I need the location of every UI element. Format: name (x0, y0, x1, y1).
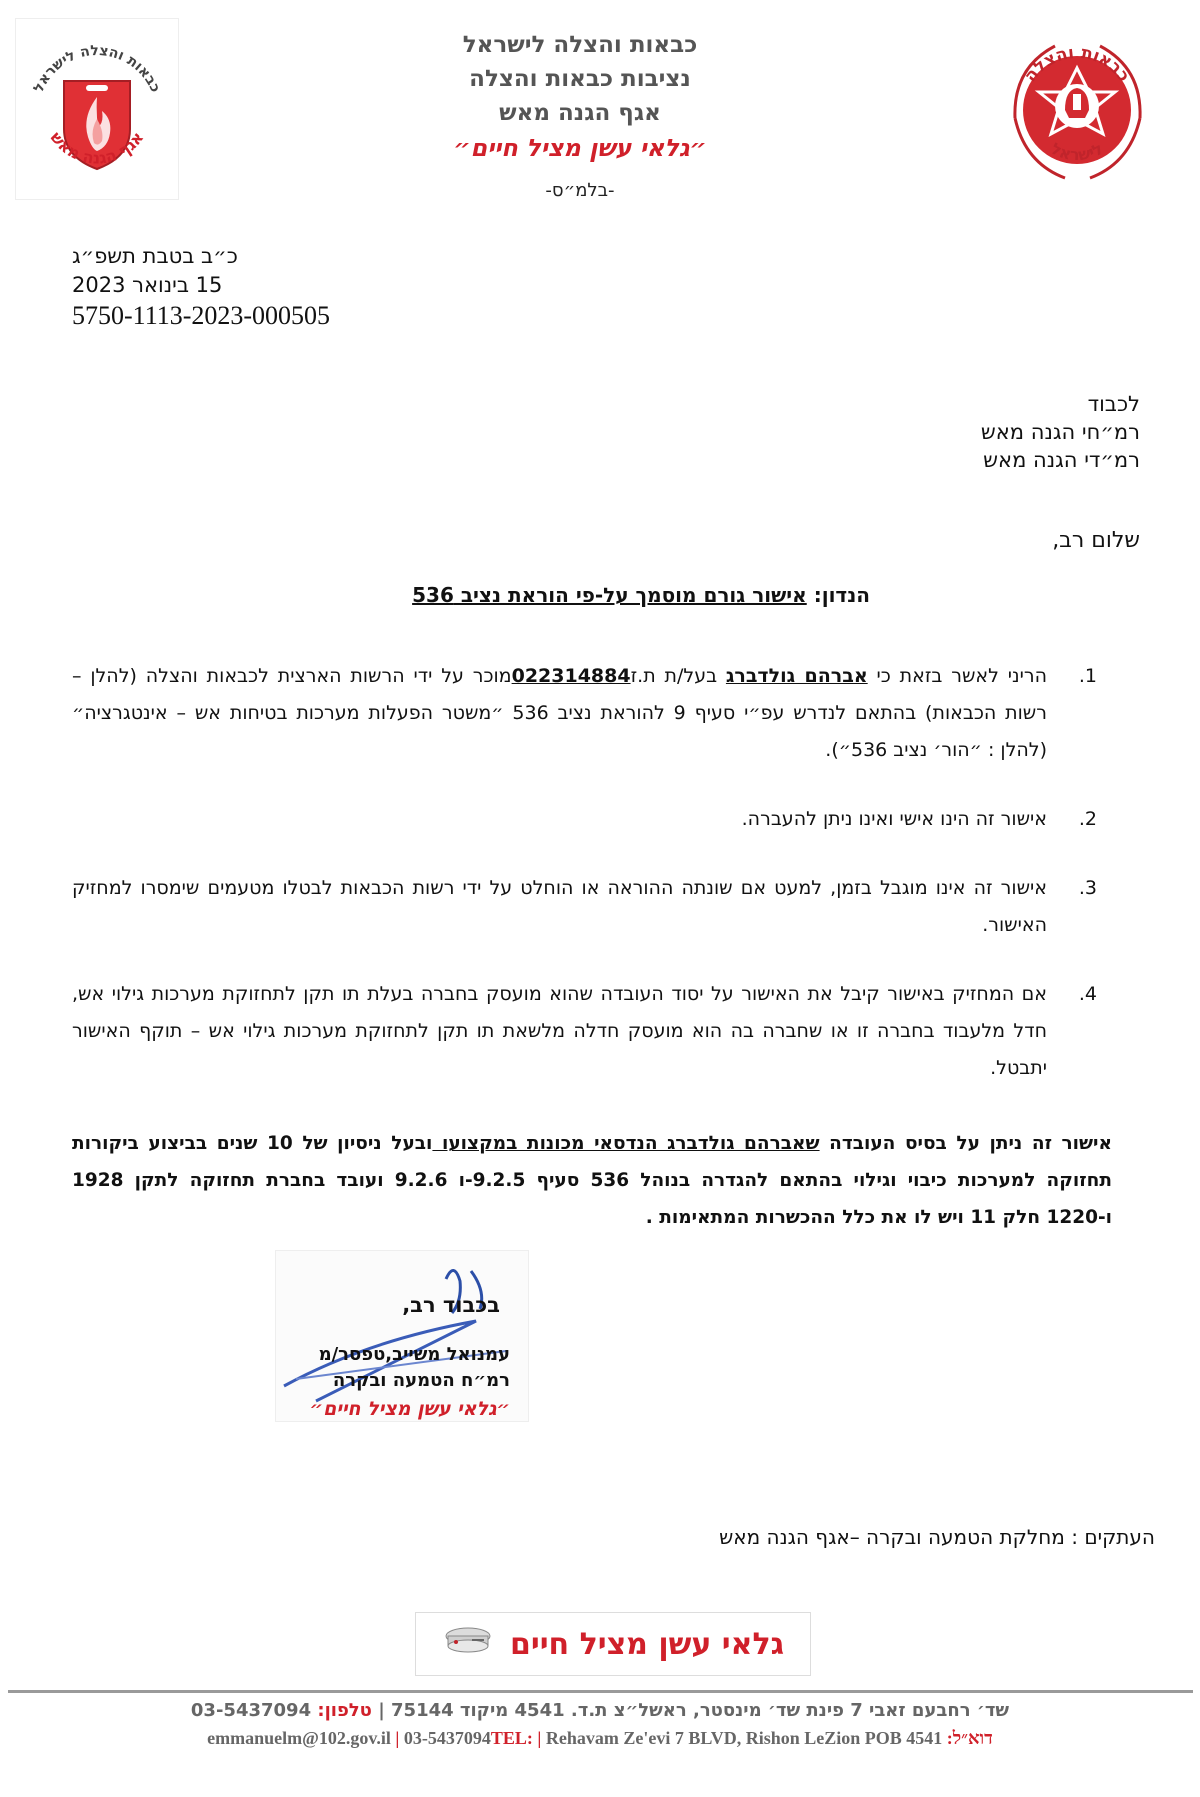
copies-line (600, 1525, 1155, 1549)
footer-address-english: דוא״ל: emmanuelm@102.gov.il | 03-5437094TEL: | Rehavam Ze'evi 7 BLVD, Rishon LeZion POB 4541 (207, 1728, 993, 1748)
footer-banner (415, 1612, 811, 1676)
gregorian-date: 15 בינואר 2023 (72, 273, 223, 297)
item-number: 3. (1078, 877, 1097, 899)
logo-left-bottom-text: אגף הגנה מאש (46, 127, 148, 168)
closing: בכבוד רב, (402, 1293, 500, 1317)
tel-number: 03-5437094 (403, 1728, 491, 1748)
org-line-2: נציבות כבאות והצלה (469, 66, 691, 92)
signature-slogan: ״גלאי עשן מציל חיים״ (309, 1398, 510, 1420)
subject-prefix: הנדון: (813, 583, 870, 607)
fire-protection-logo (15, 18, 179, 200)
basis-paragraph: אישור זה ניתן על בסיס העובדה שאברהם גולדברג הנדסאי מכונות במקצועו ובעל ניסיון של 10 שנים בביצוע ביקורות תחזוקה למערכות כיבוי וגילוי בהתאם להגדרה בנוהל 536 סעיף 9.2.5-ו 9.2.6 ועובד בחברת תחזוקה לתקן 1928 ו-1220 חלק 11 ויש לו את כלל ההכשרות המתאימות . (72, 1133, 1112, 1228)
reference-number: 5750-1113-2023-000505 (72, 301, 331, 330)
english-address: Rehavam Ze'evi 7 BLVD, Rishon LeZion POB 4541 (545, 1728, 943, 1748)
email-label: דוא״ל: (946, 1728, 993, 1748)
item-text: אם המחזיק באישור קיבל את האישור על יסוד העובדה שהוא מועסק בחברה בעלת תו תקן לתחזוקת מערכות גילוי אש, חדל מלעבוד בחברה זו או שחברה בה הוא מועסק חדלה מלשאת תו תקן לתחזוקת מערכות גילוי אש – תוקף האישור יתבטל. (72, 983, 1047, 1079)
list-item (72, 976, 1097, 1087)
smoke-detector-icon (442, 1622, 494, 1667)
copies-text: : מחלקת הטמעה ובקרה –אגף הגנה מאש (719, 1525, 1078, 1549)
recipients (700, 390, 1140, 474)
date-block (72, 242, 412, 332)
email-address: emmanuelm@102.gov.il (207, 1728, 391, 1748)
item-number: 2. (1078, 808, 1097, 830)
signer-role: רמ״ח הטמעה ובקרה (332, 1370, 510, 1391)
item-number: 4. (1078, 983, 1097, 1005)
signature-block (260, 1290, 510, 1424)
salutation: לכבוד (1087, 392, 1140, 416)
footer-address-hebrew: שד׳ רחבעם זאבי 7 פינת שד׳ מינסטר, ראשל״צ ת.ד. 4541 מיקוד 75144 | טלפון: 03-5437094 (190, 1700, 1010, 1721)
list-item (72, 801, 1097, 838)
letterhead (380, 28, 780, 201)
subject-line (200, 583, 870, 607)
banner-slogan: גלאי עשן מציל חיים (509, 1626, 785, 1662)
fire-rescue-emblem (995, 28, 1160, 188)
list-item (72, 870, 1097, 944)
org-line-1: כבאות והצלה לישראל (462, 32, 698, 58)
id-number: 022314884 (511, 665, 631, 687)
hebrew-date: כ״ב בטבת תשפ״ג (72, 244, 238, 268)
item-text: אישור זה אינו מוגבל בזמן, למעט אם שונתה ההוראה או הוחלט על ידי רשות הכבאות לבטלו מטעמים שימסרו למחזיק האישור. (72, 877, 1047, 936)
subject-text: אישור גורם מוסמך על-פי הוראת נציב 536 (412, 583, 807, 607)
logo-right-top-text: כבאות והצלה (1020, 42, 1134, 86)
greeting: שלום רב, (1052, 528, 1140, 553)
logo-right-bottom-text: לישראל (1047, 138, 1107, 165)
recipient-line-2: רמ״די הגנה מאש (983, 448, 1140, 472)
copies-label: העתקים (1084, 1525, 1155, 1549)
classification: -בלמ״ס- (545, 180, 615, 201)
org-line-3: אגף הגנה מאש (499, 100, 661, 126)
recipient-line-1: רמ״חי הגנה מאש (980, 420, 1140, 444)
certified-person-name: אברהם גולדברג (725, 665, 868, 687)
logo-left-arc-text: כבאות והצלה לישראל (30, 42, 164, 95)
item-text: הריני לאשר בזאת כי אברהם גולדברג בעל/ת ת.ז022314884מוכר על ידי הרשות הארצית לכבאות והצלה (להלן – רשות הכבאות) בהתאם לנדרש עפ״י סעיף 9 להוראת נציב 536 ״משטר הפעלות מערכות בטיחות אש – אינטגרציה״ (להלן : ״הור׳ נציב 536״). (72, 665, 1047, 761)
numbered-items (72, 658, 1097, 1119)
signer-name: עמנואל משייב,טפסר/מ (318, 1344, 510, 1365)
item-text: אישור זה הינו אישי ואינו ניתן להעברה. (741, 808, 1047, 830)
footer-divider (8, 1690, 1193, 1693)
list-item (72, 658, 1097, 769)
header-slogan: ״גלאי עשן מציל חיים״ (453, 134, 707, 162)
item-number: 1. (1078, 665, 1097, 687)
